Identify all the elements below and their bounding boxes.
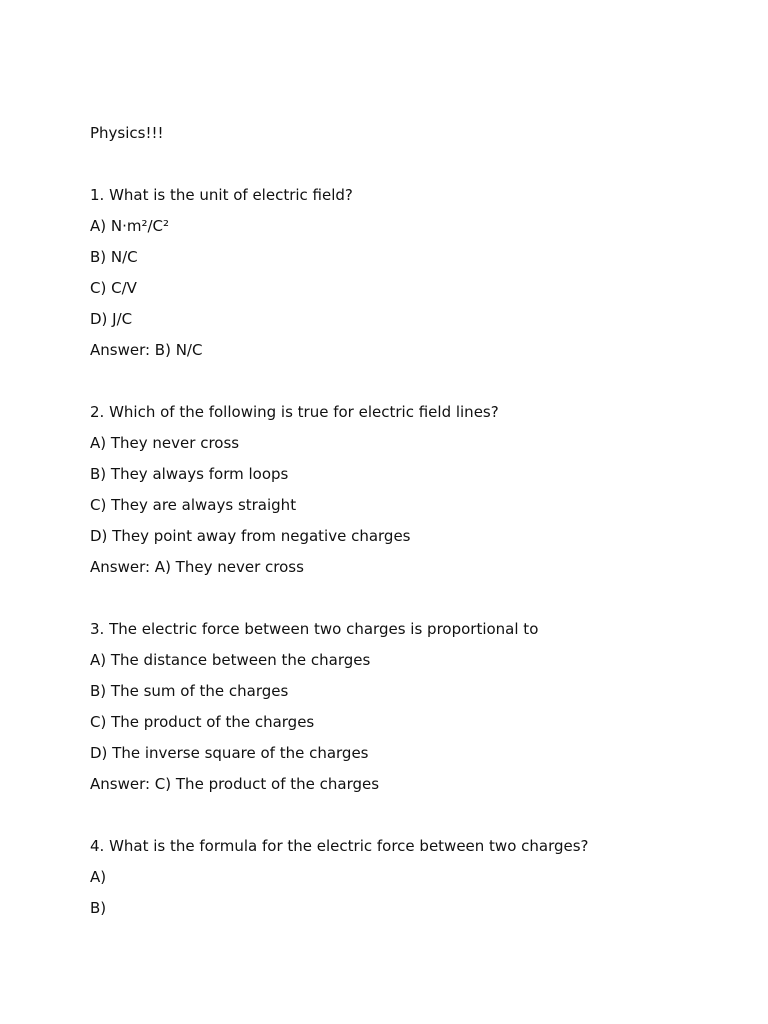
question-block-4: [90, 837, 730, 930]
option-b: B): [90, 899, 107, 917]
spacer: [90, 155, 730, 186]
answer-text: Answer: C) The product of the charges: [90, 775, 380, 793]
spacer: [90, 806, 730, 837]
document-page: [90, 124, 730, 930]
option-b: B) The sum of the charges: [90, 682, 289, 700]
option-b: B) N/C: [90, 248, 138, 266]
option-b: B) They always form loops: [90, 465, 289, 483]
question-block-1: [90, 186, 730, 372]
option-a: A) They never cross: [90, 434, 240, 452]
question-text: 4. What is the formula for the electric force between two charges?: [90, 837, 589, 855]
question-block-3: [90, 620, 730, 806]
option-c: C) The product of the charges: [90, 713, 315, 731]
spacer: [90, 372, 730, 403]
question-text: 1. What is the unit of electric field?: [90, 186, 353, 204]
option-a: A) N·m²/C²: [90, 217, 170, 235]
question-text: 2. Which of the following is true for electric field lines?: [90, 403, 499, 421]
option-a: A) The distance between the charges: [90, 651, 371, 669]
option-d: D) J/C: [90, 310, 133, 328]
question-block-2: [90, 403, 730, 589]
option-d: D) The inverse square of the charges: [90, 744, 369, 762]
spacer: [90, 589, 730, 620]
option-d: D) They point away from negative charges: [90, 527, 411, 545]
option-c: C) C/V: [90, 279, 137, 297]
option-a: A): [90, 868, 107, 886]
answer-text: Answer: B) N/C: [90, 341, 203, 359]
option-c: C) They are always straight: [90, 496, 297, 514]
question-text: 3. The electric force between two charges is proportional to: [90, 620, 539, 638]
document-title: Physics!!!: [90, 124, 164, 142]
answer-text: Answer: A) They never cross: [90, 558, 304, 576]
